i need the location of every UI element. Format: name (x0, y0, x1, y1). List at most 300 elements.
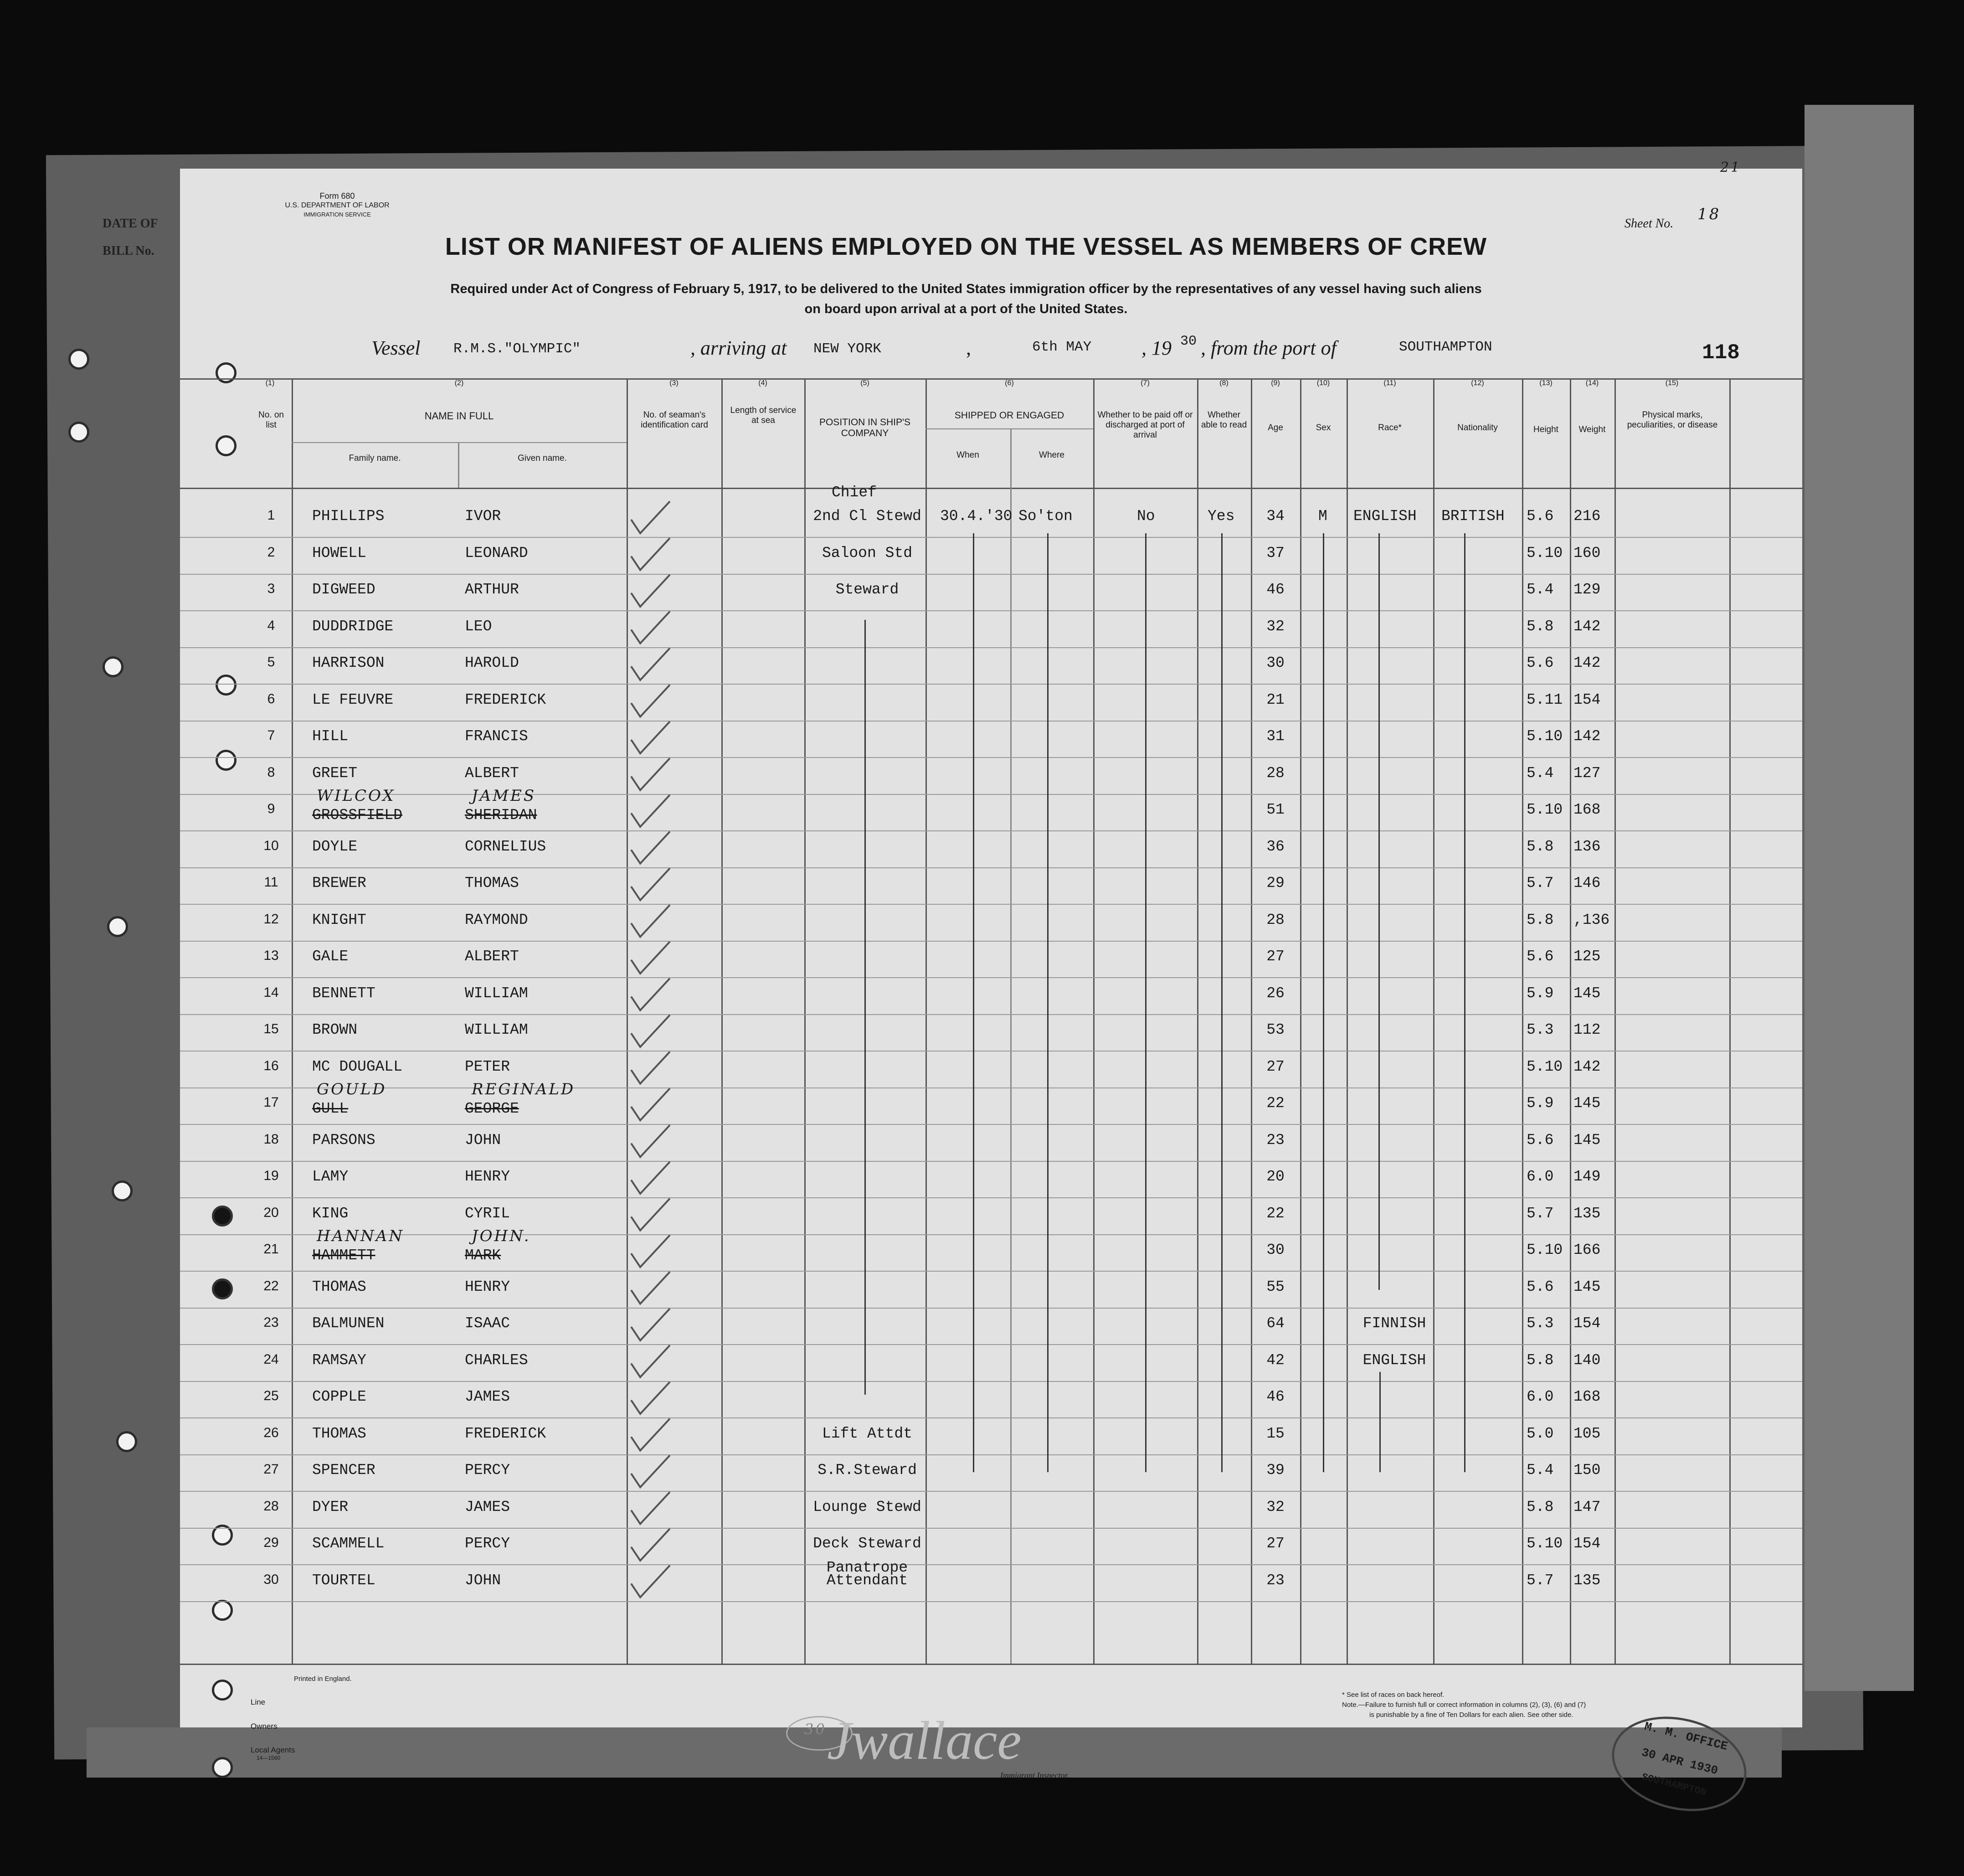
checkmark (631, 1088, 670, 1120)
ditto-line (1464, 533, 1465, 1472)
row-rule (180, 1197, 1802, 1198)
row-rule (180, 830, 1802, 831)
row-number: 18 (263, 1131, 279, 1147)
weight: 142 (1573, 655, 1601, 671)
handwritten-family-name: WILCOX (317, 787, 396, 805)
name-subheader-rule (292, 442, 627, 443)
row-number: 30 (263, 1572, 279, 1587)
given-name: FREDERICK (465, 1425, 546, 1442)
position: Steward (835, 581, 899, 598)
family-name: DUDDRIDGE (312, 618, 394, 635)
family-name: DOYLE (312, 838, 358, 855)
family-name: BROWN (312, 1021, 358, 1038)
position: 2nd Cl Stewd (813, 508, 921, 525)
form-number: Form 680 (319, 191, 355, 201)
given-name: FRANCIS (465, 728, 528, 745)
checkmark (631, 942, 670, 974)
punch-hole (216, 675, 237, 696)
age: 30 (1266, 655, 1285, 671)
checkmark (631, 1235, 670, 1267)
family-name: DYER (312, 1498, 349, 1515)
age: 27 (1266, 1058, 1285, 1075)
family-name: MC DOUGALL (312, 1058, 403, 1075)
punch-hole (68, 349, 89, 370)
row-rule (180, 1234, 1802, 1235)
weight: 135 (1573, 1205, 1601, 1222)
age: 22 (1266, 1205, 1285, 1222)
age: 26 (1266, 984, 1285, 1002)
height: 5.4 (1527, 764, 1554, 782)
column-rule (1570, 378, 1571, 1664)
row-rule (180, 867, 1802, 868)
column-number: (15) (1665, 379, 1679, 387)
position: S.R.Steward (817, 1462, 917, 1479)
given-name: JOHN (465, 1131, 501, 1149)
age: 53 (1266, 1021, 1285, 1038)
given-name: HENRY (465, 1278, 510, 1295)
subtitle-line-2: on board upon arrival at a port of the United States. (804, 302, 1128, 316)
row-number: 27 (263, 1462, 279, 1477)
shipped-where: So'ton (1018, 508, 1073, 525)
age: 28 (1266, 764, 1285, 782)
age: 55 (1266, 1278, 1285, 1295)
weight: 136 (1573, 838, 1601, 855)
height: 5.3 (1527, 1021, 1554, 1038)
weight: 142 (1573, 618, 1601, 635)
weight: 125 (1573, 948, 1601, 965)
header-name-in-full: NAME IN FULL (424, 410, 494, 422)
checkmark (631, 1529, 670, 1561)
row-number: 19 (263, 1168, 279, 1183)
given-name: LEO (465, 618, 492, 635)
given-name: ARTHUR (465, 581, 519, 598)
column-number: (4) (758, 379, 767, 387)
comma: , (966, 337, 971, 359)
column-number: (6) (1005, 379, 1014, 387)
column-rule (1433, 378, 1434, 1664)
checkmark-column (627, 488, 721, 1664)
given-name: JAMES (465, 1498, 510, 1515)
column-number: (13) (1539, 379, 1553, 387)
checkmark (631, 1125, 670, 1157)
height: 5.0 (1527, 1425, 1554, 1442)
height: 5.3 (1527, 1315, 1554, 1332)
age: 22 (1266, 1095, 1285, 1112)
races-note: * See list of races on back hereof. (1342, 1691, 1445, 1699)
column-number: (12) (1471, 379, 1484, 387)
row-number: 6 (267, 691, 275, 706)
row-rule (180, 610, 1802, 611)
ditto-line (973, 533, 974, 1472)
row-rule (180, 1271, 1802, 1272)
age: 37 (1266, 544, 1285, 562)
row-number: 3 (267, 581, 275, 596)
checkmark (631, 1272, 670, 1304)
row-number: 22 (263, 1278, 279, 1294)
checkmark (631, 612, 670, 644)
weight: 145 (1573, 1095, 1601, 1112)
column-rule (1729, 378, 1731, 1664)
checkmark (631, 758, 670, 790)
checkmark (631, 685, 670, 717)
given-name: PETER (465, 1058, 510, 1075)
height: 5.7 (1527, 1205, 1554, 1222)
row-number: 12 (263, 911, 279, 927)
weight: 146 (1573, 875, 1601, 892)
checkmark (631, 1052, 670, 1084)
header-shipped: SHIPPED OR ENGAGED (954, 410, 1064, 421)
row-rule (180, 721, 1802, 722)
note-line-2: is punishable by a fine of Ten Dollars for each alien. See other side. (1369, 1711, 1573, 1719)
ditto-line (864, 620, 866, 1395)
header-rule (180, 488, 1802, 489)
row-rule (180, 794, 1802, 795)
ditto-line (1379, 1372, 1381, 1472)
header-given-name: Given name. (518, 454, 567, 463)
bill-no-label: BILL No. (103, 244, 154, 258)
given-name: JAMES (465, 1388, 510, 1405)
family-name: LE FEUVRE (312, 691, 394, 708)
row-number: 26 (263, 1425, 279, 1440)
family-name: COPPLE (312, 1388, 366, 1405)
row-rule (180, 1528, 1802, 1529)
column-number: (9) (1271, 379, 1280, 387)
position: Panatrope (826, 1559, 908, 1576)
punch-hole (212, 1757, 233, 1778)
local-agents-label: Local Agents (251, 1746, 295, 1754)
height: 5.8 (1527, 911, 1554, 928)
family-name: GULL (312, 1100, 349, 1117)
header-race: Race* (1378, 423, 1402, 433)
shipped-when: 30.4.'30 (940, 508, 1013, 525)
punch-hole (68, 422, 89, 443)
height: 5.8 (1527, 618, 1554, 635)
family-name: THOMAS (312, 1278, 366, 1295)
header-no-on-list: No. on list (258, 410, 284, 430)
height: 5.8 (1527, 1498, 1554, 1515)
weight: 145 (1573, 984, 1601, 1002)
row-rule (180, 574, 1802, 575)
row-number: 10 (263, 838, 279, 853)
header-nationality: Nationality (1457, 423, 1498, 433)
shipped-subheader-rule (925, 428, 1093, 429)
given-name: THOMAS (465, 875, 519, 892)
header-age: Age (1268, 423, 1283, 433)
checkmark (631, 648, 670, 680)
family-name: PARSONS (312, 1131, 375, 1149)
family-name: PHILLIPS (312, 508, 385, 525)
inspector-signature: Jwallace (827, 1710, 1022, 1771)
owners-label: Owners (251, 1722, 278, 1731)
given-name: ISAAC (465, 1315, 510, 1332)
height: 5.8 (1527, 1351, 1554, 1369)
height: 5.10 (1527, 544, 1563, 562)
stamp-date: 30 APR 1930 (1640, 1745, 1720, 1778)
height: 5.6 (1527, 655, 1554, 671)
footer-rule (180, 1664, 1802, 1665)
row-number: 29 (263, 1535, 279, 1550)
age: 27 (1266, 1535, 1285, 1552)
height: 5.6 (1527, 1278, 1554, 1295)
row-number: 21 (263, 1242, 279, 1257)
weight: 112 (1573, 1021, 1601, 1038)
punch-hole (212, 1600, 233, 1621)
family-name: GROSSFIELD (312, 807, 403, 824)
row-number: 1 (267, 508, 275, 523)
age: 21 (1266, 691, 1285, 708)
family-name: HARRISON (312, 655, 385, 671)
weight: 216 (1573, 508, 1601, 525)
height: 5.6 (1527, 1131, 1554, 1149)
age: 31 (1266, 728, 1285, 745)
row-number: 11 (264, 875, 278, 890)
header-sex: Sex (1316, 423, 1331, 433)
height: 5.10 (1527, 1058, 1563, 1075)
family-name: LAMY (312, 1168, 349, 1185)
height: 5.9 (1527, 1095, 1554, 1112)
family-name: SPENCER (312, 1462, 375, 1479)
punch-hole (216, 750, 237, 771)
height: 6.0 (1527, 1168, 1554, 1185)
checkmark (631, 538, 670, 570)
note-line-1: Note.—Failure to furnish full or correct information in columns (2), (3), (6) and (7) (1342, 1701, 1586, 1709)
weight: 135 (1573, 1572, 1601, 1589)
row-number: 4 (267, 618, 275, 633)
family-name: THOMAS (312, 1425, 366, 1442)
column-number: (3) (669, 379, 679, 387)
column-number: (11) (1383, 379, 1396, 387)
printed-label: Printed in England. (294, 1675, 352, 1683)
punch-hole (212, 1680, 233, 1701)
name-split-rule (458, 442, 459, 488)
row-rule (180, 1344, 1802, 1345)
row-rule (180, 1491, 1802, 1492)
weight: 150 (1573, 1462, 1601, 1479)
punch-hole (107, 916, 128, 937)
subtitle-line-1: Required under Act of Congress of February 5, 1917, to be delivered to the United States immigration officer by the representatives of any vessel having such aliens (450, 282, 1482, 296)
checkmark (631, 722, 670, 753)
age: 28 (1266, 911, 1285, 928)
nationality-value: BRITISH (1441, 508, 1505, 525)
line-label: Line (251, 1698, 266, 1706)
row-rule (180, 941, 1802, 942)
family-name: KNIGHT (312, 911, 366, 928)
row-rule (180, 684, 1802, 685)
checkmark (631, 501, 670, 533)
age: 30 (1266, 1242, 1285, 1258)
weight: 154 (1573, 1535, 1601, 1552)
position: Deck Steward (813, 1535, 921, 1552)
race: ENGLISH (1362, 1351, 1426, 1369)
departure-port: SOUTHAMPTON (1399, 339, 1492, 355)
column-number: (2) (454, 379, 464, 387)
service-label: IMMIGRATION SERVICE (303, 211, 371, 218)
column-rule (1614, 378, 1616, 1664)
row-rule (180, 1308, 1802, 1309)
checkmark (631, 905, 670, 937)
given-name: SHERIDAN (465, 807, 537, 824)
punch-hole (116, 1431, 137, 1452)
office-stamp (1602, 1703, 1756, 1825)
height: 5.6 (1527, 508, 1554, 525)
ditto-line (1378, 533, 1380, 1290)
header-where: Where (1039, 450, 1064, 460)
weight: 166 (1573, 1242, 1601, 1258)
column-number: (8) (1219, 379, 1229, 387)
handwritten-given-name: JOHN. (472, 1227, 531, 1245)
age: 39 (1266, 1462, 1285, 1479)
row-rule (180, 1381, 1802, 1382)
column-rule (925, 378, 927, 1664)
row-number: 23 (263, 1315, 279, 1330)
height: 5.7 (1527, 1572, 1554, 1589)
position: Saloon Std (822, 544, 913, 562)
position-chief: Chief (832, 484, 877, 501)
sex-value: M (1318, 508, 1327, 525)
row-number: 13 (263, 948, 279, 963)
age: 32 (1266, 618, 1285, 635)
header-weight: Weight (1578, 425, 1606, 434)
handwritten-given-name: REGINALD (472, 1080, 576, 1098)
row-number: 28 (263, 1498, 279, 1514)
checkmark (631, 1015, 670, 1047)
row-number: 25 (263, 1388, 279, 1403)
row-rule (180, 647, 1802, 648)
punch-hole (216, 362, 237, 383)
column-rule (1347, 378, 1348, 1664)
form-code: 14—1560 (257, 1755, 281, 1761)
row-number: 17 (263, 1095, 279, 1110)
given-name: CHARLES (465, 1351, 528, 1369)
row-number: 7 (267, 728, 275, 743)
height: 5.9 (1527, 984, 1554, 1002)
row-rule (180, 1087, 1802, 1088)
weight: 154 (1573, 691, 1601, 708)
column-rule (721, 378, 723, 1664)
family-name: BREWER (312, 875, 366, 892)
age: 23 (1266, 1131, 1285, 1149)
row-number: 15 (263, 1021, 279, 1036)
punch-hole (112, 1180, 133, 1201)
inspector-label: Immigrant Inspector. (1000, 1771, 1069, 1780)
age: 42 (1266, 1351, 1285, 1369)
header-position: POSITION IN SHIP'S COMPANY (819, 417, 911, 439)
height: 5.4 (1527, 1462, 1554, 1479)
age: 32 (1266, 1498, 1285, 1515)
checkmark (631, 832, 670, 864)
given-name: MARK (465, 1247, 501, 1264)
ditto-line (1323, 533, 1324, 1472)
given-name: CORNELIUS (465, 838, 546, 855)
punch-hole (216, 435, 237, 456)
row-number: 24 (263, 1351, 279, 1367)
given-name: GEORGE (465, 1100, 519, 1117)
position: Lift Attdt (822, 1425, 913, 1442)
stamp-bottom-text: SOUTHAMPTON (1640, 1771, 1707, 1799)
given-name: HENRY (465, 1168, 510, 1185)
sheet-label: Sheet No. (1625, 216, 1674, 231)
ditto-line (1221, 533, 1223, 1472)
header-family-name: Family name. (349, 454, 401, 463)
given-name: ALBERT (465, 764, 519, 782)
given-name: ALBERT (465, 948, 519, 965)
height: 5.10 (1527, 1242, 1563, 1258)
age: 46 (1266, 581, 1285, 598)
height: 5.11 (1527, 691, 1563, 708)
family-name: TOURTEL (312, 1572, 375, 1589)
family-name: RAMSAY (312, 1351, 366, 1369)
checkmark (631, 1455, 670, 1487)
weight: 168 (1573, 1388, 1601, 1405)
handwritten-given-name: JAMES (472, 787, 536, 805)
row-number: 5 (267, 655, 275, 670)
given-name: LEONARD (465, 544, 528, 562)
row-rule (180, 1564, 1802, 1565)
header-length-service: Length of service at sea (730, 406, 797, 425)
height: 5.7 (1527, 875, 1554, 892)
age: 36 (1266, 838, 1285, 855)
year-suffix: 30 (1180, 334, 1197, 349)
weight: 168 (1573, 801, 1601, 818)
weight: 145 (1573, 1278, 1601, 1295)
year-prefix: , 19 (1141, 337, 1172, 359)
column-rule (292, 378, 293, 1664)
column-number: (7) (1141, 379, 1150, 387)
row-rule (180, 1014, 1802, 1015)
row-number: 20 (263, 1205, 279, 1220)
checkmark (631, 795, 670, 827)
weight: 145 (1573, 1131, 1601, 1149)
height: 6.0 (1527, 1388, 1554, 1405)
header-height: Height (1533, 425, 1558, 434)
family-name: GREET (312, 764, 358, 782)
age: 34 (1266, 508, 1285, 525)
stamp-top-text: M. M. OFFICE (1643, 1719, 1729, 1754)
weight: 149 (1573, 1168, 1601, 1185)
height: 5.6 (1527, 948, 1554, 965)
weight: 142 (1573, 1058, 1601, 1075)
height: 5.10 (1527, 801, 1563, 818)
weight: 140 (1573, 1351, 1601, 1369)
corner-number: 21 (1720, 160, 1742, 175)
row-number: 8 (267, 764, 275, 780)
able-read-value: Yes (1208, 508, 1235, 525)
column-rule (1010, 428, 1012, 1664)
age: 27 (1266, 948, 1285, 965)
arrival-port: NEW YORK (813, 341, 881, 357)
race: FINNISH (1362, 1315, 1426, 1332)
manifest-sheet (180, 160, 1802, 1799)
height: 5.10 (1527, 1535, 1563, 1552)
family-name: DIGWEED (312, 581, 375, 598)
checkmark (631, 1309, 670, 1340)
checkmark (631, 1345, 670, 1377)
row-rule (180, 1601, 1802, 1602)
row-rule (180, 904, 1802, 905)
row-number: 14 (263, 984, 279, 1000)
given-name: WILLIAM (465, 1021, 528, 1038)
row-number: 16 (263, 1058, 279, 1073)
row-rule (180, 1417, 1802, 1418)
given-name: HAROLD (465, 655, 519, 671)
weight: 154 (1573, 1315, 1601, 1332)
weight: 129 (1573, 581, 1601, 598)
family-name: KING (312, 1205, 349, 1222)
weight: 105 (1573, 1425, 1601, 1442)
height: 5.10 (1527, 728, 1563, 745)
checkmark (631, 1162, 670, 1194)
vessel-name: R.M.S."OLYMPIC" (453, 341, 581, 357)
